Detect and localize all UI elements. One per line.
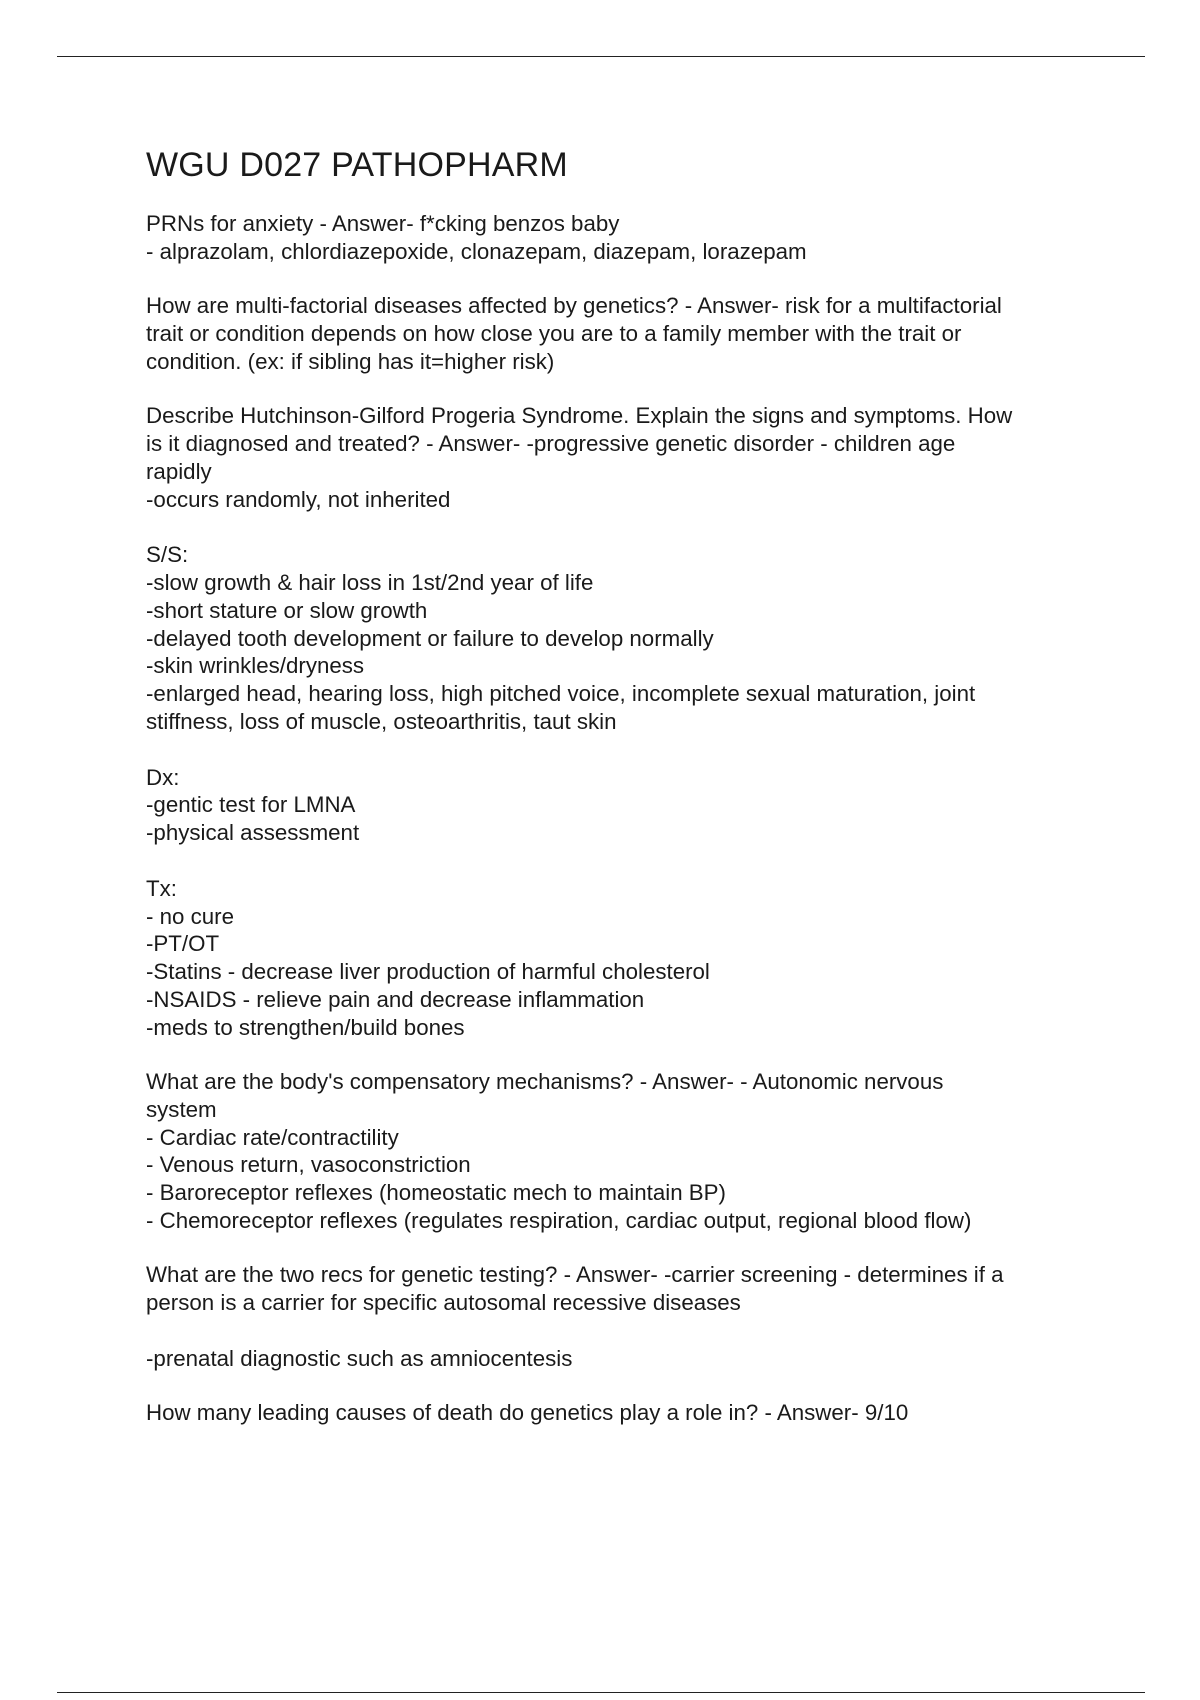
text-line: - Chemoreceptor reflexes (regulates respiration, cardiac output, regional blood flow) [146, 1208, 972, 1234]
blank-line [146, 736, 1096, 764]
qa-block [146, 1261, 1096, 1372]
text-line: -enlarged head, hearing loss, high pitched voice, incomplete sexual maturation, joint [146, 681, 976, 707]
section-heading-ss: S/S: [146, 542, 189, 568]
text-line: What are the body's compensatory mechanisms? - Answer- - Autonomic nervous [146, 1069, 944, 1095]
text-line: is it diagnosed and treated? - Answer- -progressive genetic disorder - children age [146, 430, 956, 456]
text-line: -Statins - decrease liver production of harmful cholesterol [146, 959, 710, 985]
header-rule [57, 56, 1145, 57]
text-line: trait or condition depends on how close you are to a family member with the trait or [146, 320, 962, 346]
document-title: WGU D027 PATHOPHARM [146, 146, 568, 184]
document-page [146, 142, 1096, 1454]
text-line: -PT/OT [146, 931, 220, 957]
text-line: Describe Hutchinson-Gilford Progeria Syndrome. Explain the signs and symptoms. How [146, 403, 1013, 429]
text-line: stiffness, loss of muscle, osteoarthritis, taut skin [146, 708, 617, 734]
qa-block [146, 1399, 1096, 1427]
text-line: - no cure [146, 903, 234, 929]
qa-block [146, 1068, 1096, 1235]
text-line: -occurs randomly, not inherited [146, 486, 451, 512]
text-line: -gentic test for LMNA [146, 792, 356, 818]
qa-block [146, 292, 1096, 375]
text-line: What are the two recs for genetic testing? - Answer- -carrier screening - determines if a [146, 1262, 1004, 1288]
text-line: How are multi-factorial diseases affected by genetics? - Answer- risk for a multifactorial [146, 293, 1002, 319]
blank-line [146, 513, 1096, 541]
text-line: -meds to strengthen/build bones [146, 1014, 465, 1040]
text-line: rapidly [146, 458, 212, 484]
blank-line [146, 1317, 1096, 1345]
qa-block [146, 402, 1096, 1041]
text-line: -delayed tooth development or failure to develop normally [146, 625, 714, 651]
text-line: -prenatal diagnostic such as amniocentesis [146, 1345, 573, 1371]
section-heading-tx: Tx: [146, 875, 177, 901]
blank-line [146, 847, 1096, 875]
text-line: - Venous return, vasoconstriction [146, 1152, 471, 1178]
footer-rule [57, 1692, 1145, 1693]
text-line: - Baroreceptor reflexes (homeostatic mech to maintain BP) [146, 1180, 726, 1206]
section-heading-dx: Dx: [146, 764, 180, 790]
text-line: How many leading causes of death do genetics play a role in? - Answer- 9/10 [146, 1400, 909, 1426]
text-line: - Cardiac rate/contractility [146, 1124, 399, 1150]
text-line: system [146, 1096, 217, 1122]
text-line: -short stature or slow growth [146, 597, 428, 623]
text-line: - alprazolam, chlordiazepoxide, clonazepam, diazepam, lorazepam [146, 238, 807, 264]
text-line: -skin wrinkles/dryness [146, 653, 365, 679]
text-line: person is a carrier for specific autosomal recessive diseases [146, 1290, 741, 1316]
text-line: PRNs for anxiety - Answer- f*cking benzos baby [146, 211, 620, 236]
text-line: -physical assessment [146, 820, 360, 846]
text-line: -slow growth & hair loss in 1st/2nd year of life [146, 569, 594, 595]
text-line: -NSAIDS - relieve pain and decrease inflammation [146, 986, 645, 1012]
text-line: condition. (ex: if sibling has it=higher risk) [146, 348, 555, 374]
qa-block [146, 210, 1096, 266]
